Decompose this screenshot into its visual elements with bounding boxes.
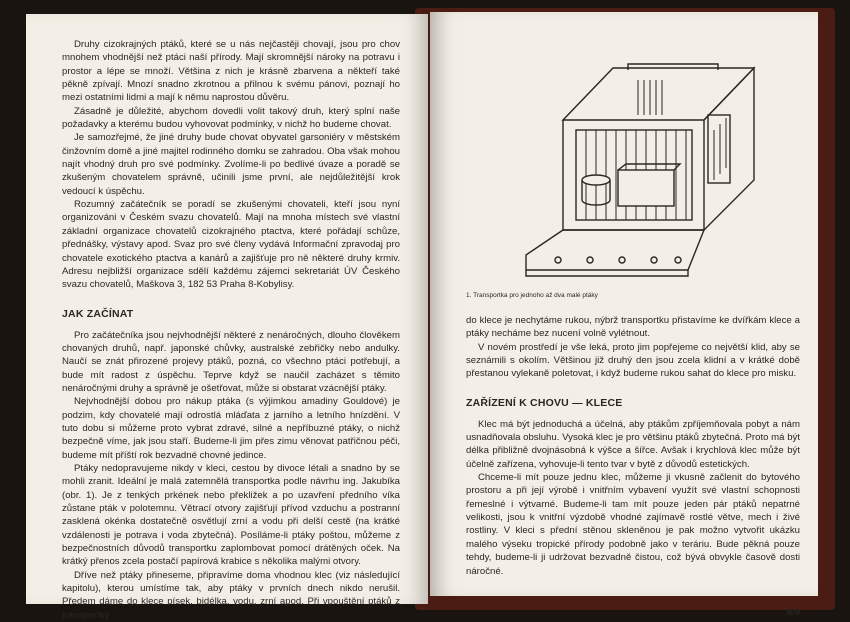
left-text-column: [62, 38, 400, 622]
paragraph: Klec má být jednoduchá a účelná, aby ptákům zpříjemňovala pobyt a nám usnadňovala obsluhu. Vysoká klec je pro většinu ptáků zbytečná. Proto má být délka přibližně dvojnásobná k výšce a šířce. Avšak i krychlová klec může být účelně zařízena, vyhovuje-li tento tvar v bytě z důvodů estetických.: [466, 418, 800, 470]
paragraph: Druhy cizokrajných ptáků, které se u nás nejčastěji chovají, jsou pro chov mnohem vhodnější než ptáci naší přírody. Mají skromnější nároky na potravu i prostor a lépe se množí. Většina z nich je krásně zbarvena a někteří také pěkně zpívají. Mnozí snadno zkrotnou a přilnou k svému pánovi, poznají ho mezi ostatními lidmi a mají k němu naprostou důvěru.: [62, 39, 400, 104]
left-page: [26, 14, 428, 621]
section-heading: ZAŘÍZENÍ K CHOVU — KLECE: [466, 396, 623, 409]
paragraph: Rozumný začátečník se poradí se zkušenými chovateli, kteří jsou nyní organizováni v Českém svazu chovatelů. Mají na mnoha místech své vlastní základní organizace chovatelů cizokrajného ptactva, které pořádají schůze, přednášky, výstavy apod. Svaz pro své členy vydává Informační zpravodaj pro chovatele exotického ptactva a kanárů a zajišťuje pro ně některé druhy krmiv. Adresu nejbližší organizace sdělí každému zájemci sekretariát ÚV Českého svazu chovatelů, Maškova 3, 182 53 Praha 8-Kobylisy.: [62, 199, 400, 291]
paragraph: do klece je nechytáme rukou, nýbrž transportku přistavíme ke dvířkám klece a ptáky necháme bez nucení volně vylétnout.: [466, 315, 800, 340]
paragraph: Je samozřejmé, že jiné druhy bude chovat obyvatel garsoniéry v městském činžovním domě a jiné majitel rodinného domku se zahradou. Oba však mohou najít vhodný druh pro své podmínky. Zvolíme-li po bedlivé úvaze a poradě se zkušeným chovatelem správně, učinili jsme první, ale nejdůležitější krok vedoucí k úspěchu.: [62, 132, 400, 197]
paragraph: Ptáky nedopravujeme nikdy v kleci, cestou by divoce létali a snadno by se mohli zranit. Ideální je malá zatemnělá transportka podle návrhu ing. Jakubíka (obr. 1). Je z tenkých prkének nebo překližek a po uzavření předního víka zůstane pták v polotemnu. Větrací otvory zajišťují přívod vzduchu a postranní zasklená okénka dostatečně osvětlují zrní a vodu při delší cestě (na krátké vzdálenosti je potrava i voda zbytečná). Posíláme-li ptáky poštou, můžeme z bezpečnostních důvodů transportku zaplombovat pomocí drátěných oček. Na krátký přenos zcela postačí papírová krabice s několika malými otvory.: [62, 462, 400, 568]
paragraph: Dříve než ptáky přineseme, připravíme doma vhodnou klec (viz následující kapitolu), kterou umístíme tak, aby ptáky v prvních dnech nikdo nerušil. Předem dáme do klece písek, bidélka, vodu, zrní apod. Při vpouštění ptáků z transportky: [62, 569, 400, 621]
right-text-column: [466, 314, 800, 619]
figure-caption: 1. Transportka pro jednoho až dva malé ptáky: [466, 292, 598, 299]
paragraph: Zásadně je důležité, abychom dovedli volit takový druh, který splní naše požadavky a kterému budou vyhovovat podmínky, v nichž ho budeme chovat.: [62, 105, 400, 131]
paragraph: Nejvhodnější dobou pro nákup ptáka (s výjimkou amadiny Gouldové) je podzim, kdy chovatelé mají odrostlá mláďata z jarního a letního hnízdění. V tuto dobu si můžeme proto vybrat zdravé, silné a nepříbuzné ptáky, o nichž bezpečně víme, jak jsou staří. Budeme-li jim přes zimu věnovat patřičnou péči, budeme mít příští rok bezvadné chovné jedince.: [62, 396, 400, 461]
page-number: 8/9: [786, 606, 800, 618]
right-page: [430, 12, 818, 618]
paragraph: Chceme-li mít pouze jednu klec, můžeme ji vkusně začlenit do bytového prostoru a při její výrobě i vnitřním vybavení využít své vlastní schopnosti řemeslné i výtvarné. Budeme-li tam mít pouze jeden pár ptáků nepatrné velikosti, jsou k vnitřní výzdobě vhodné zajímavě rostlé větve, mech i živé rostliny. V kleci s přední stěnou skleněnou je pak možno vytvořit ukázku malého výseku tropické přírody podobně jako v teráriu. Bude pěkná pouze tehdy, budeme-li ji udržovat bezvadně čistou, což bývá obvykle časově dosti náročné.: [466, 472, 800, 577]
transport-box-illustration: [518, 60, 758, 282]
paragraph: V novém prostředí je vše leká, proto jim popřejeme co největší klid, aby se seznámili s okolím. Většinou již druhý den jsou zcela klidní a v krátké době přestanou vylekaně poletovat, i když budeme rukou sahat do klece pro misku.: [466, 341, 800, 380]
section-heading: JAK ZAČÍNAT: [62, 307, 134, 320]
paragraph: Pro začátečníka jsou nejvhodnější některé z nenáročných, dlouho člověkem chovaných druhů, např. japonské chůvky, australské zebřičky nebo andulky. Naučí se znát přirozené projevy ptáků, pozná, co všechno ptáci potřebují, a bude mít radost z úspěchu. Teprve když se naučil zacházet s těmito nenáročnými druhy a správně je ošetřovat, může si obstarat vzácnější ptáky.: [62, 329, 400, 394]
